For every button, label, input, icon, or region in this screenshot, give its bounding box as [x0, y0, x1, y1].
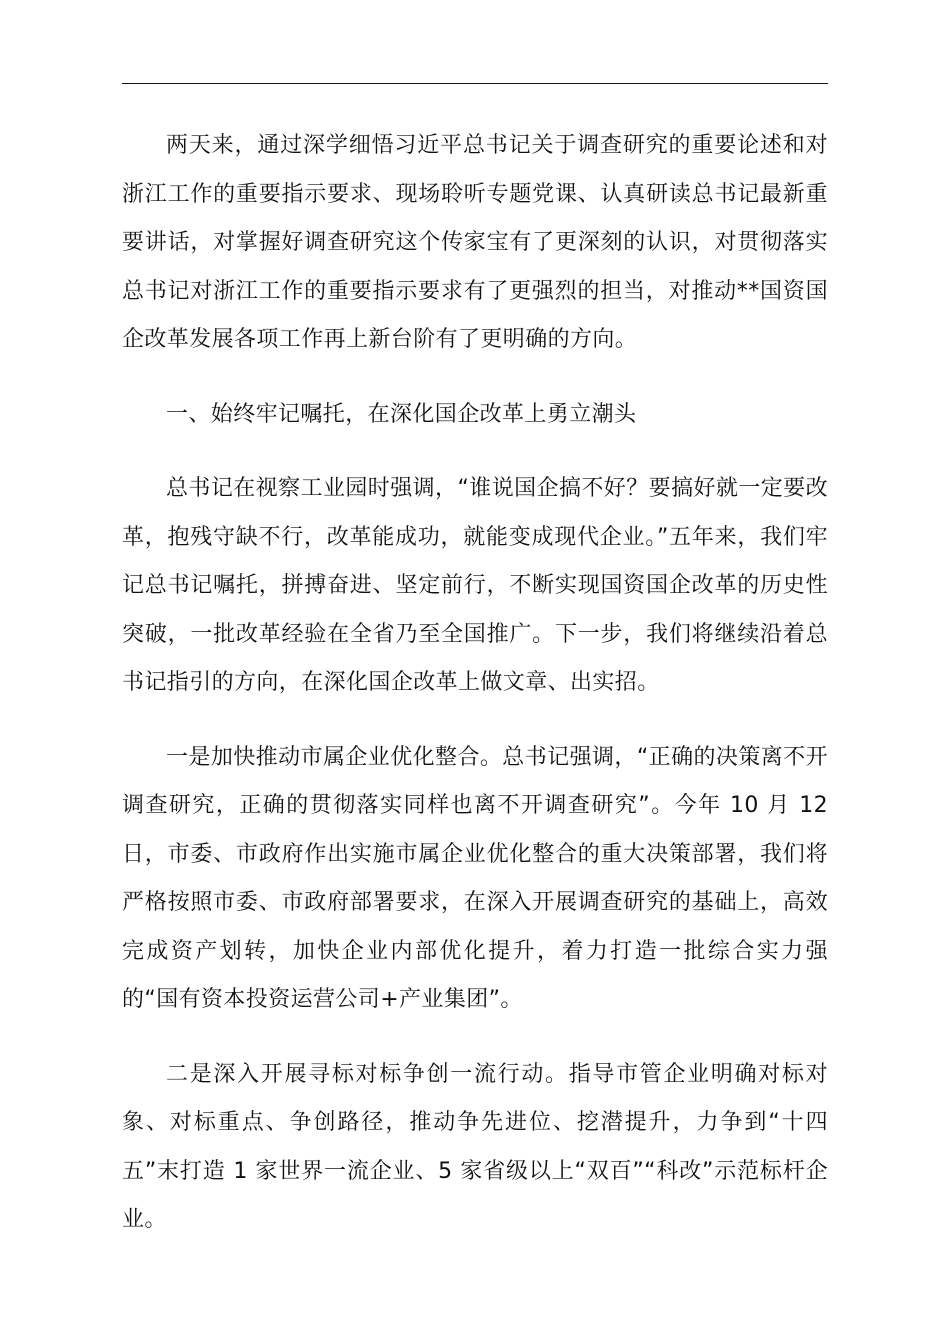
document-body — [122, 122, 828, 1245]
body-paragraph: 一是加快推动市属企业优化整合。总书记强调，“正确的决策离不开调查研究，正确的贯彻落实同样也离不开调查研究”。今年 10 月 12 日，市委、市政府作出实施市属企业优化整合的重大决策部署，我们将严格按照市委、市政府部署要求，在深入开展调查研究的基础上，高效完成资产划转，加快企业内部优化提升，着力打造一批综合实力强的“国有资本投资运营公司+产业集团”。 — [122, 744, 828, 1012]
section-heading: 一、始终牢记嘱托，在深化国企改革上勇立潮头 — [166, 401, 637, 427]
header-rule — [122, 83, 828, 84]
intro-paragraph: 两天来，通过深学细悟习近平总书记关于调查研究的重要论述和对浙江工作的重要指示要求、现场聆听专题党课、认真研读总书记最新重要讲话，对掌握好调查研究这个传家宝有了更深刻的认识，对贯彻落实总书记对浙江工作的重要指示要求有了更强烈的担当，对推动**国资国企改革发展各项工作再上新台阶有了更明确的方向。 — [122, 133, 828, 352]
body-paragraph: 二是深入开展寻标对标争创一流行动。指导市管企业明确对标对象、对标重点、争创路径，推动争先进位、挖潜提升，力争到“十四五”末打造 1 家世界一流企业、5 家省级以上“双百”“科改”示范标杆企业。 — [122, 1061, 828, 1232]
body-paragraph: 总书记在视察工业园时强调，“谁说国企搞不好？要搞好就一定要改革，抱残守缺不行，改革能成功，就能变成现代企业。”五年来，我们牢记总书记嘱托，拼搏奋进、坚定前行，不断实现国资国企改革的历史性突破，一批改革经验在全省乃至全国推广。下一步，我们将继续沿着总书记指引的方向，在深化国企改革上做文章、出实招。 — [122, 476, 828, 695]
